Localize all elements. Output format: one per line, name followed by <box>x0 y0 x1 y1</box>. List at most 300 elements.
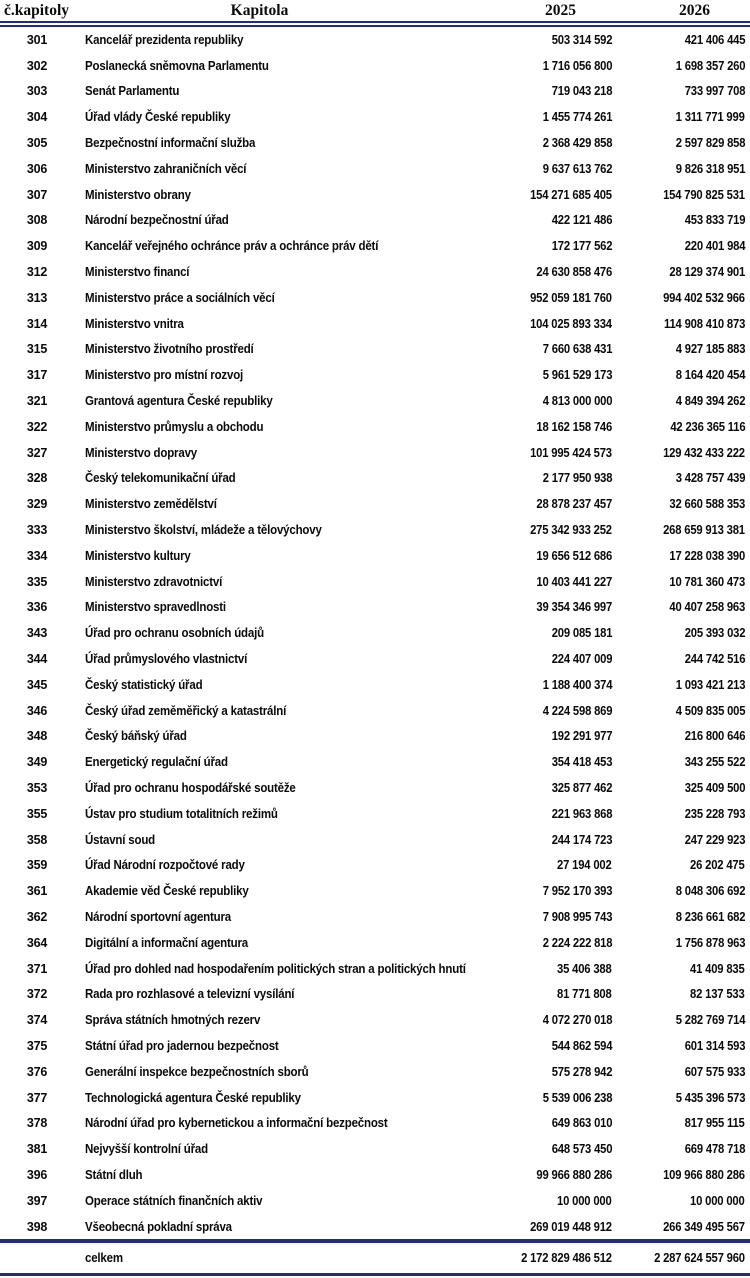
amount-2025-text: 27 194 002 <box>557 858 612 873</box>
amount-2025-text: 2 224 222 818 <box>542 935 612 950</box>
amount-2025-text: 35 406 388 <box>557 961 612 976</box>
table-row <box>0 749 750 775</box>
amount-2025-cell <box>455 620 612 646</box>
chapter-name-cell <box>64 930 455 956</box>
chapter-name-cell <box>64 208 455 234</box>
table-row <box>0 233 750 259</box>
amount-2025-cell <box>455 285 612 311</box>
table-row <box>0 1033 750 1059</box>
amount-2025-text: 2 177 950 938 <box>542 471 612 486</box>
amount-2025-text: 101 995 424 573 <box>530 445 612 460</box>
amount-2026-cell <box>612 698 750 724</box>
amount-2025-cell <box>455 1188 612 1214</box>
table-row <box>0 466 750 492</box>
amount-2026-cell <box>612 543 750 569</box>
amount-2026-text: 154 790 825 531 <box>663 187 745 202</box>
chapter-name-cell <box>64 1214 455 1242</box>
amount-2026-text: 8 236 661 682 <box>675 909 745 924</box>
amount-2025-text: 224 407 009 <box>551 652 612 667</box>
chapter-name-cell <box>64 337 455 363</box>
chapter-number-cell: 343 <box>26 626 48 641</box>
chapter-name-text: Kancelář prezidenta republiky <box>85 32 244 47</box>
chapter-name-cell <box>64 440 455 466</box>
chapter-name-cell <box>64 620 455 646</box>
amount-2026-text: 3 428 757 439 <box>675 471 745 486</box>
amount-2026-text: 42 236 365 116 <box>669 419 745 434</box>
chapter-name-cell <box>64 1059 455 1085</box>
total-amount-2025-cell <box>455 1241 612 1275</box>
amount-2026-cell <box>612 79 750 105</box>
table-row <box>0 24 750 53</box>
amount-2026-text: 129 432 433 222 <box>663 445 745 460</box>
chapter-number-cell: 304 <box>26 110 48 125</box>
chapter-name-cell <box>64 878 455 904</box>
amount-2025-cell <box>455 440 612 466</box>
amount-2026-cell <box>612 1188 750 1214</box>
amount-2025-cell <box>455 1059 612 1085</box>
chapter-name-text: Úřad pro ochranu hospodářské soutěže <box>85 781 296 795</box>
amount-2026-text: 601 314 593 <box>684 1038 745 1053</box>
amount-2026-text: 244 742 516 <box>684 652 745 667</box>
chapter-number-cell: 355 <box>26 806 48 821</box>
amount-2026-cell <box>612 208 750 234</box>
amount-2025-text: 244 174 723 <box>551 832 612 847</box>
amount-2025-text: 209 085 181 <box>551 626 612 641</box>
chapter-name-cell <box>64 672 455 698</box>
amount-2026-cell <box>612 775 750 801</box>
chapter-name-cell <box>64 362 455 388</box>
table-header <box>0 0 750 24</box>
chapter-name-text: Český statistický úřad <box>85 677 203 692</box>
chapter-number-cell: 322 <box>26 419 48 434</box>
amount-2025-text: 275 342 933 252 <box>530 523 612 538</box>
total-empty-cell <box>0 1241 64 1275</box>
table-row <box>0 156 750 182</box>
chapter-name-text: Úřad Národní rozpočtové rady <box>85 858 245 873</box>
amount-2026-cell <box>612 466 750 492</box>
amount-2025-cell <box>455 595 612 621</box>
amount-2025-cell <box>455 646 612 672</box>
chapter-number-cell: 397 <box>26 1193 48 1208</box>
chapter-name-text: Ministerstvo průmyslu a obchodu <box>85 419 264 434</box>
chapter-name-text: Akademie věd České republiky <box>85 884 249 899</box>
amount-2025-cell <box>455 233 612 259</box>
amount-2026-cell <box>612 104 750 130</box>
chapter-name-cell <box>64 724 455 750</box>
amount-2026-cell <box>612 362 750 388</box>
table-row <box>0 104 750 130</box>
chapter-number-cell: 344 <box>26 652 48 667</box>
table-row <box>0 182 750 208</box>
chapter-name-text: Český úřad zeměměřický a katastrální <box>85 703 287 718</box>
amount-2025-cell <box>455 569 612 595</box>
amount-2025-cell <box>455 724 612 750</box>
amount-2026-cell <box>612 1110 750 1136</box>
amount-2026-cell <box>612 414 750 440</box>
chapter-name-text: Český báňský úřad <box>85 729 187 744</box>
amount-2026-cell <box>612 388 750 414</box>
amount-2026-text: 325 409 500 <box>684 781 745 795</box>
amount-2026-cell <box>612 878 750 904</box>
chapter-name-text: Senát Parlamentu <box>85 84 180 99</box>
amount-2025-cell <box>455 491 612 517</box>
amount-2025-text: 649 863 010 <box>551 1116 612 1131</box>
total-row <box>0 1241 750 1275</box>
chapter-number-cell: 336 <box>26 600 48 615</box>
total-amount-2026-cell <box>612 1241 750 1275</box>
amount-2025-cell <box>455 543 612 569</box>
chapter-name-text: Úřad pro ochranu osobních údajů <box>85 626 264 641</box>
chapter-name-cell <box>64 1007 455 1033</box>
table-row <box>0 878 750 904</box>
chapter-number-cell: 312 <box>26 265 48 280</box>
amount-2025-cell <box>455 1214 612 1242</box>
amount-2026-text: 453 833 719 <box>684 213 745 228</box>
table-row <box>0 801 750 827</box>
amount-2025-text: 325 877 462 <box>551 781 612 795</box>
table-row <box>0 904 750 930</box>
amount-2026-text: 4 849 394 262 <box>675 394 745 409</box>
table-row <box>0 930 750 956</box>
amount-2025-cell <box>455 182 612 208</box>
amount-2025-cell <box>455 801 612 827</box>
amount-2025-cell <box>455 104 612 130</box>
amount-2025-text: 81 771 808 <box>557 987 612 1002</box>
chapter-name-cell <box>64 801 455 827</box>
chapter-number-cell: 377 <box>26 1090 48 1105</box>
amount-2025-cell <box>455 853 612 879</box>
amount-2026-text: 205 393 032 <box>684 626 745 641</box>
chapter-number-cell: 329 <box>26 497 48 512</box>
chapter-number-cell: 313 <box>26 290 48 305</box>
amount-2026-text: 220 401 984 <box>684 239 745 254</box>
chapter-name-cell <box>64 182 455 208</box>
chapter-name-cell <box>64 646 455 672</box>
chapter-name-text: Ministerstvo kultury <box>85 548 191 563</box>
amount-2025-text: 5 961 529 173 <box>542 368 612 383</box>
amount-2026-text: 343 255 522 <box>684 755 745 770</box>
amount-2026-text: 26 202 475 <box>690 858 745 873</box>
amount-2026-cell <box>612 233 750 259</box>
table-row <box>0 130 750 156</box>
amount-2026-text: 216 800 646 <box>684 729 745 744</box>
chapter-name-text: Ministerstvo školství, mládeže a tělovýchovy <box>85 523 322 538</box>
amount-2025-cell <box>455 1162 612 1188</box>
chapter-number-cell: 376 <box>26 1064 48 1079</box>
chapter-number-cell: 303 <box>26 84 48 99</box>
chapter-name-cell <box>64 1188 455 1214</box>
table-row <box>0 79 750 105</box>
chapter-number-cell: 309 <box>26 239 48 254</box>
amount-2026-cell <box>612 337 750 363</box>
amount-2026-text: 82 137 533 <box>690 987 745 1002</box>
chapter-name-cell <box>64 956 466 982</box>
chapter-number-cell: 301 <box>26 32 48 47</box>
amount-2026-cell <box>612 1033 750 1059</box>
chapter-name-text: Energetický regulační úřad <box>85 755 228 770</box>
amount-2025-cell <box>455 1085 612 1111</box>
chapter-number-cell: 308 <box>26 213 48 228</box>
chapter-name-text: Ministerstvo životního prostředí <box>85 342 254 357</box>
chapter-name-cell <box>64 775 455 801</box>
amount-2026-text: 266 349 495 567 <box>663 1219 745 1234</box>
table-row <box>0 724 750 750</box>
amount-2025-text: 10 000 000 <box>557 1193 612 1208</box>
amount-2025-text: 4 072 270 018 <box>542 1013 612 1028</box>
chapter-number-cell: 334 <box>26 548 48 563</box>
amount-2026-text: 268 659 913 381 <box>663 523 745 538</box>
amount-2025-text: 28 878 237 457 <box>536 497 612 512</box>
amount-2026-cell <box>612 491 750 517</box>
chapter-number-cell: 364 <box>26 935 48 950</box>
amount-2025-text: 18 162 158 746 <box>536 419 612 434</box>
amount-2026-text: 994 402 532 966 <box>663 290 745 305</box>
amount-2025-cell <box>455 904 612 930</box>
chapter-number-cell: 374 <box>26 1013 48 1028</box>
chapter-name-text: Český telekomunikační úřad <box>85 471 236 486</box>
amount-2026-text: 1 093 421 213 <box>675 677 745 692</box>
chapter-number-cell: 375 <box>26 1038 48 1053</box>
amount-2025-text: 7 660 638 431 <box>542 342 612 357</box>
table-row <box>0 311 750 337</box>
amount-2026-cell <box>612 1059 750 1085</box>
amount-2026-text: 4 927 185 883 <box>675 342 745 357</box>
chapter-number-cell: 378 <box>26 1116 48 1131</box>
amount-2025-cell <box>455 156 612 182</box>
chapter-name-text: Národní bezpečnostní úřad <box>85 213 229 228</box>
table-row <box>0 981 750 1007</box>
amount-2025-text: 104 025 893 334 <box>530 316 612 331</box>
chapter-number-cell: 358 <box>26 832 48 847</box>
amount-2026-cell <box>612 1085 750 1111</box>
amount-2025-cell <box>455 53 612 79</box>
col-header-chapter-number: č.kapitoly <box>0 0 64 24</box>
amount-2025-text: 154 271 685 405 <box>530 187 612 202</box>
chapter-name-text: Technologická agentura České republiky <box>85 1090 301 1105</box>
amount-2026-cell <box>612 440 750 466</box>
amount-2026-text: 421 406 445 <box>684 32 745 47</box>
amount-2025-text: 4 813 000 000 <box>542 394 612 409</box>
chapter-name-text: Ministerstvo pro místní rozvoj <box>85 368 244 383</box>
amount-2025-cell <box>455 1136 612 1162</box>
table-row <box>0 543 750 569</box>
amount-2025-text: 24 630 858 476 <box>536 265 612 280</box>
amount-2025-cell <box>455 414 612 440</box>
amount-2025-cell <box>455 466 612 492</box>
chapter-number-cell: 306 <box>26 161 48 176</box>
chapter-name-cell <box>64 749 455 775</box>
total-amount-2026: 2 287 624 557 960 <box>654 1251 745 1266</box>
chapter-name-cell <box>64 491 455 517</box>
amount-2026-text: 9 826 318 951 <box>675 161 745 176</box>
amount-2026-cell <box>612 827 750 853</box>
chapter-name-text: Ministerstvo vnitra <box>85 316 184 331</box>
chapter-number-cell: 317 <box>26 368 48 383</box>
chapter-number-cell: 327 <box>26 445 48 460</box>
amount-2026-text: 2 597 829 858 <box>675 136 745 151</box>
amount-2025-text: 7 908 995 743 <box>542 909 612 924</box>
chapter-number-cell: 396 <box>26 1167 48 1182</box>
chapter-name-text: Všeobecná pokladní správa <box>85 1219 232 1234</box>
amount-2026-cell <box>612 569 750 595</box>
amount-2025-cell <box>455 956 612 982</box>
chapter-number-cell: 335 <box>26 574 48 589</box>
chapter-name-text: Rada pro rozhlasové a televizní vysílání <box>85 987 295 1002</box>
table-row <box>0 491 750 517</box>
amount-2026-cell <box>612 24 750 53</box>
chapter-name-text: Ministerstvo obrany <box>85 187 191 202</box>
table-row <box>0 414 750 440</box>
chapter-name-text: Státní úřad pro jadernou bezpečnost <box>85 1038 279 1053</box>
amount-2026-cell <box>612 930 750 956</box>
chapter-name-text: Ministerstvo spravedlnosti <box>85 600 226 615</box>
amount-2025-cell <box>455 878 612 904</box>
amount-2026-cell <box>612 1162 750 1188</box>
chapter-name-cell <box>64 1085 455 1111</box>
amount-2026-text: 8 164 420 454 <box>675 368 745 383</box>
chapter-name-cell <box>64 1136 455 1162</box>
chapter-number-cell: 314 <box>26 316 48 331</box>
amount-2026-cell <box>612 1214 750 1242</box>
amount-2025-text: 719 043 218 <box>551 84 612 99</box>
amount-2026-cell <box>612 311 750 337</box>
chapter-name-cell <box>64 466 455 492</box>
col-header-2025: 2025 <box>455 0 612 24</box>
amount-2025-text: 354 418 453 <box>551 755 612 770</box>
amount-2026-cell <box>612 749 750 775</box>
chapter-name-text: Nejvyšší kontrolní úřad <box>85 1142 208 1157</box>
table-row <box>0 337 750 363</box>
chapter-name-text: Národní sportovní agentura <box>85 909 232 924</box>
amount-2026-text: 607 575 933 <box>684 1064 745 1079</box>
amount-2025-text: 9 637 613 762 <box>542 161 612 176</box>
amount-2026-cell <box>612 1007 750 1033</box>
chapter-number-cell: 348 <box>26 729 48 744</box>
table-row <box>0 672 750 698</box>
amount-2025-text: 952 059 181 760 <box>530 290 612 305</box>
chapter-number-cell: 346 <box>26 703 48 718</box>
amount-2025-text: 5 539 006 238 <box>542 1090 612 1105</box>
chapter-name-cell <box>64 595 455 621</box>
amount-2025-text: 575 278 942 <box>551 1064 612 1079</box>
amount-2025-cell <box>455 388 612 414</box>
amount-2026-text: 17 228 038 390 <box>669 548 745 563</box>
chapter-name-text: Ministerstvo financí <box>85 265 190 280</box>
amount-2025-cell <box>455 1007 612 1033</box>
table-row <box>0 569 750 595</box>
amount-2026-text: 114 908 410 873 <box>663 316 745 331</box>
amount-2025-cell <box>455 930 612 956</box>
table-row <box>0 1059 750 1085</box>
amount-2025-cell <box>455 1110 612 1136</box>
chapter-name-text: Správa státních hmotných rezerv <box>85 1013 261 1028</box>
amount-2026-cell <box>612 904 750 930</box>
amount-2026-cell <box>612 672 750 698</box>
chapter-name-text: Operace státních finančních aktiv <box>85 1193 263 1208</box>
amount-2026-text: 247 229 923 <box>684 832 745 847</box>
header-row <box>0 0 750 24</box>
chapter-name-text: Ministerstvo zemědělství <box>85 497 217 512</box>
table-row <box>0 595 750 621</box>
chapter-name-text: Ústavní soud <box>85 832 156 847</box>
amount-2026-cell <box>612 595 750 621</box>
chapter-name-cell <box>64 698 455 724</box>
table-row <box>0 775 750 801</box>
chapter-name-cell <box>64 53 455 79</box>
chapter-name-cell <box>64 414 455 440</box>
amount-2025-text: 503 314 592 <box>551 32 612 47</box>
amount-2026-text: 1 311 771 999 <box>676 110 745 125</box>
chapter-name-text: Generální inspekce bezpečnostních sborů <box>85 1064 309 1079</box>
amount-2026-cell <box>612 956 750 982</box>
amount-2026-text: 5 435 396 573 <box>675 1090 745 1105</box>
amount-2025-cell <box>455 208 612 234</box>
chapter-name-cell <box>64 130 455 156</box>
amount-2025-text: 172 177 562 <box>551 239 612 254</box>
chapter-number-cell: 349 <box>26 755 48 770</box>
amount-2025-text: 4 224 598 869 <box>542 703 612 718</box>
amount-2026-cell <box>612 646 750 672</box>
chapter-name-cell <box>64 543 455 569</box>
total-label: celkem <box>85 1251 123 1266</box>
amount-2026-cell <box>612 620 750 646</box>
table-row <box>0 1085 750 1111</box>
chapter-name-text: Digitální a informační agentura <box>85 935 248 950</box>
chapter-name-cell <box>64 104 455 130</box>
chapter-name-cell <box>64 1162 455 1188</box>
amount-2025-cell <box>455 24 612 53</box>
amount-2025-cell <box>455 775 612 801</box>
chapter-number-cell: 315 <box>26 342 48 357</box>
amount-2026-text: 40 407 258 963 <box>669 600 745 615</box>
chapter-name-cell <box>64 904 455 930</box>
table-body <box>0 24 750 1241</box>
chapter-name-text: Úřad vlády České republiky <box>85 110 231 125</box>
chapter-name-cell <box>64 79 455 105</box>
amount-2026-text: 10 781 360 473 <box>669 574 745 589</box>
amount-2026-cell <box>612 130 750 156</box>
amount-2026-cell <box>612 724 750 750</box>
amount-2025-cell <box>455 698 612 724</box>
amount-2026-cell <box>612 517 750 543</box>
chapter-name-text: Grantová agentura České republiky <box>85 394 273 409</box>
chapter-name-text: Ministerstvo zdravotnictví <box>85 574 223 589</box>
amount-2026-text: 817 955 115 <box>685 1116 745 1131</box>
amount-2025-text: 19 656 512 686 <box>536 548 612 563</box>
table-row <box>0 440 750 466</box>
chapter-name-cell <box>64 311 455 337</box>
amount-2025-text: 192 291 977 <box>551 729 612 744</box>
amount-2026-text: 669 478 718 <box>684 1142 745 1157</box>
table-row <box>0 1214 750 1242</box>
table-row <box>0 1162 750 1188</box>
chapter-name-text: Ústav pro studium totalitních režimů <box>85 806 278 821</box>
chapter-name-cell <box>64 24 455 53</box>
amount-2025-text: 99 966 880 286 <box>536 1167 612 1182</box>
chapter-name-text: Ministerstvo práce a sociálních věcí <box>85 290 275 305</box>
amount-2026-text: 1 698 357 260 <box>675 58 745 73</box>
amount-2026-text: 235 228 793 <box>684 806 745 821</box>
table-row <box>0 698 750 724</box>
chapter-number-cell: 362 <box>26 909 48 924</box>
total-label-cell <box>64 1241 455 1275</box>
table-row <box>0 259 750 285</box>
table-row <box>0 53 750 79</box>
chapter-name-text: Úřad průmyslového vlastnictví <box>85 652 248 667</box>
chapter-name-text: Kancelář veřejného ochránce práv a ochránce práv dětí <box>85 239 379 254</box>
chapter-name-cell <box>64 853 455 879</box>
amount-2025-text: 1 716 056 800 <box>542 58 612 73</box>
